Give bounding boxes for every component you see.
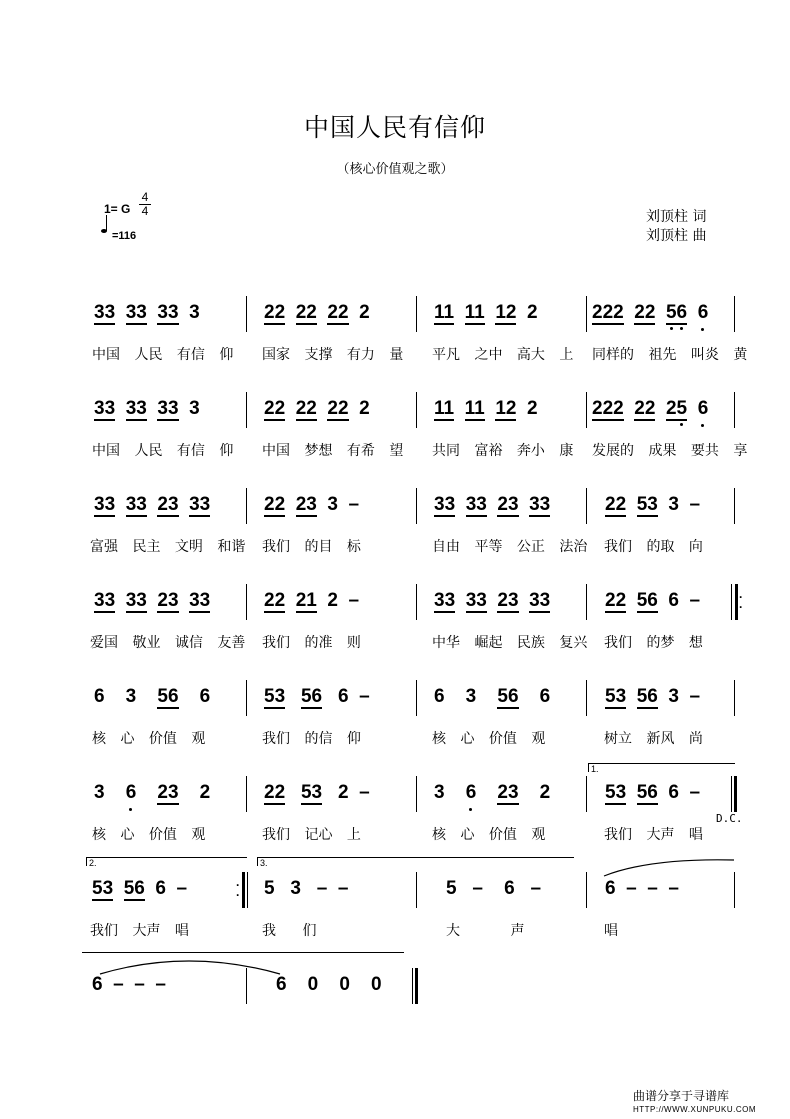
measure-16-notes: 22 56 6 – (605, 590, 701, 611)
measure-6-notes: 22 22 22 2 (264, 398, 370, 419)
measure-22-notes: 22 53 2 – (264, 782, 370, 803)
lyrics-23: 核 心 价值 观 (432, 827, 546, 843)
lyrics-9: 富强 民主 文明 和谐 (90, 539, 246, 555)
score-row-8 (0, 974, 790, 1064)
lyrics-13: 爱国 敬业 诚信 友善 (90, 635, 246, 651)
measure-12-notes: 22 53 3 – (605, 494, 701, 515)
measure-17-notes: 6 3 56 6 (94, 686, 211, 707)
lyrics-2: 国家 支撑 有力 量 (262, 347, 404, 363)
measure-27-notes: 5 – 6 – (446, 878, 542, 899)
volta-2-bracket: 2. (86, 857, 247, 866)
time-sig-top: 4 (141, 190, 149, 204)
lyrics-4: 同样的 祖先 叫炎 黄 (592, 347, 748, 363)
lyrics-14: 我们 的准 则 (262, 635, 361, 651)
lyrics-7: 共同 富裕 奔小 康 (432, 443, 574, 459)
credits (646, 208, 706, 246)
measure-2-notes: 22 22 22 2 (264, 302, 370, 323)
score-row-4: 33 33 23 33 22 21 2 – 33 33 23 33 22 56 6 – · · 爱国 敬业 诚信 友善 我们 的准 则 中华 崛起 民族 复兴 我们 的梦 想 (0, 590, 790, 680)
score-row-3 (0, 494, 790, 584)
measure-26-notes: 5 3 – – (264, 878, 349, 899)
key-signature: 1= G (104, 202, 131, 216)
measure-3-notes: 11 11 12 2 (434, 302, 538, 323)
footer-watermark (633, 1089, 756, 1117)
score-row-1 (0, 302, 790, 392)
measure-1-notes: 33 33 33 3 (94, 302, 200, 323)
slur-row-7 (600, 856, 736, 878)
composer-credit: 刘顶柱 曲 (646, 228, 707, 244)
lyrics-28: 唱 (604, 923, 618, 939)
lyricist-credit: 刘顶柱 词 (646, 209, 707, 225)
lyrics-11: 自由 平等 公正 法治 (432, 539, 588, 555)
lyrics-10: 我们 的目 标 (262, 539, 361, 555)
measure-14-notes: 22 21 2 – (264, 590, 360, 611)
measure-20-notes: 53 56 3 – (605, 686, 701, 707)
lyrics-5: 中国 人民 有信 仰 (92, 443, 234, 459)
lyrics-25: 我们 大声 唱 (90, 923, 189, 939)
lyrics-17: 核 心 价值 观 (92, 731, 206, 747)
measure-10-notes: 22 23 3 – (264, 494, 360, 515)
measure-23-notes: 3 6 23 2 (434, 782, 551, 803)
lyrics-20: 树立 新风 尚 (604, 731, 703, 747)
lyrics-15: 中华 崛起 民族 复兴 (432, 635, 588, 651)
measure-21-notes: 3 6 23 2 (94, 782, 211, 803)
lyrics-24: 我们 大声 唱 (604, 827, 703, 843)
measure-9-notes: 33 33 23 33 (94, 494, 211, 515)
song-subtitle: （核心价值观之歌） (336, 162, 454, 177)
measure-28-notes: 6 – – – (605, 878, 679, 899)
measure-18-notes: 53 56 6 – (264, 686, 370, 707)
volta-3-bracket: 3. (257, 857, 574, 866)
measure-4-notes: 222 22 56 6 (592, 302, 709, 323)
score-row-2 (0, 398, 790, 488)
ending-bracket (82, 952, 404, 953)
time-signature (138, 191, 152, 218)
lyrics-8: 发展的 成果 要共 享 (592, 443, 748, 459)
lyrics-6: 中国 梦想 有希 望 (262, 443, 404, 459)
tempo-value: =116 (112, 230, 137, 242)
song-title: 中国人民有信仰 (303, 113, 486, 142)
lyrics-12: 我们 的取 向 (604, 539, 703, 555)
measure-24-notes: 53 56 6 – (605, 782, 701, 803)
measure-19-notes: 6 3 56 6 (434, 686, 551, 707)
measure-25-notes: 53 56 6 – (92, 878, 188, 899)
measure-15-notes: 33 33 23 33 (434, 590, 551, 611)
quarter-note-icon (104, 227, 112, 241)
measure-7-notes: 11 11 12 2 (434, 398, 538, 419)
lyrics-16: 我们 的梦 想 (604, 635, 703, 651)
volta-1-bracket: 1. (588, 763, 735, 772)
measure-29-notes: 6 – – – (92, 974, 166, 995)
lyrics-27: 大 声 (446, 923, 525, 939)
lyrics-19: 核 心 价值 观 (432, 731, 546, 747)
lyrics-22: 我们 记心 上 (262, 827, 361, 843)
lyrics-18: 我们 的信 仰 (262, 731, 361, 747)
dc-marking: D.C. (716, 812, 743, 825)
score-row-7: 53 56 6 – · · 5 3 – – 5 – 6 – 6 – – – 我们 大声 唱 我 们 大 声 唱 (0, 878, 790, 968)
lyrics-3: 平凡 之中 高大 上 (432, 347, 574, 363)
footer-text: 曲谱分享于寻谱库 (633, 1089, 730, 1103)
measure-8-notes: 222 22 25 6 (592, 398, 709, 419)
measure-5-notes: 33 33 33 3 (94, 398, 200, 419)
lyrics-26: 我 们 (262, 923, 317, 939)
measure-13-notes: 33 33 23 33 (94, 590, 211, 611)
lyrics-21: 核 心 价值 观 (92, 827, 206, 843)
footer-url: HTTP://WWW.XUNPUKU.COM (633, 1105, 756, 1114)
measure-30-notes: 6 0 0 0 (276, 974, 382, 995)
time-sig-bottom: 4 (141, 204, 149, 218)
tempo-marking (104, 227, 136, 242)
lyrics-1: 中国 人民 有信 仰 (92, 347, 234, 363)
measure-11-notes: 33 33 23 33 (434, 494, 551, 515)
